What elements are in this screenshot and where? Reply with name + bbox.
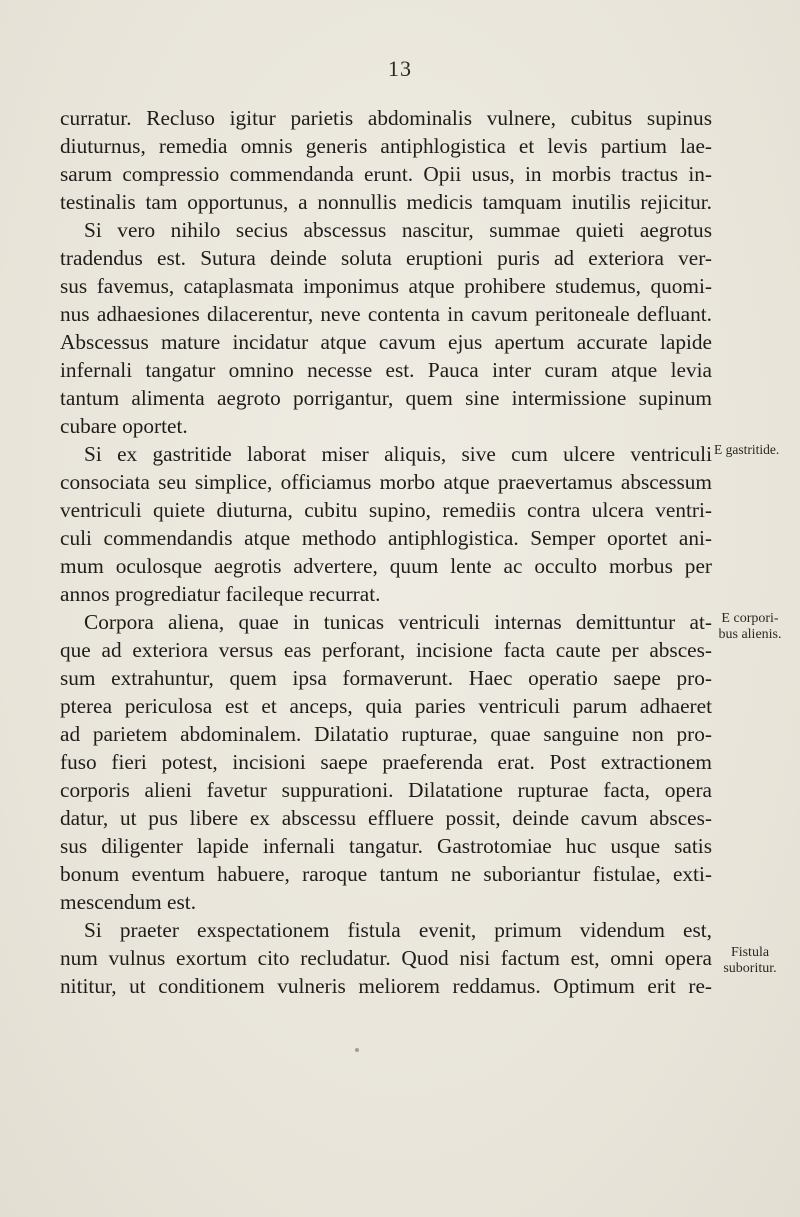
margin-note-line: E corpori- <box>721 611 779 626</box>
text-line: diuturnus, remedia omnis generis antiphlogistica et levis partium lae- <box>60 134 712 158</box>
text-line: infernali tangatur omnino necesse est. Pauca inter curam atque levia <box>60 358 712 382</box>
text-line: annos progrediatur facileque recurrat. <box>60 582 381 606</box>
text-line: bonum eventum habuere, raroque tantum ne suboriantur fistulae, exti- <box>60 862 712 886</box>
margin-note-gastritide <box>714 442 798 458</box>
text-line: sum extrahuntur, quem ipsa formaverunt. Haec operatio saepe pro- <box>60 666 712 690</box>
margin-note-corporibus <box>708 611 792 643</box>
text-line: tantum alimenta aegroto porrigantur, quem sine intermissione supinum <box>60 386 712 410</box>
text-line: ventriculi quiete diuturna, cubitu supino, remediis contra ulcera ventri- <box>60 498 712 522</box>
text-line: Si praeter exspectationem fistula evenit, primum videndum est, <box>84 918 712 942</box>
text-line: Abscessus mature incidatur atque cavum ejus apertum accurate lapide <box>60 330 712 354</box>
paper-speck <box>355 1048 359 1052</box>
text-line: corporis alieni favetur suppurationi. Dilatatione rupturae facta, opera <box>60 778 712 802</box>
text-line: consociata seu simplice, officiamus morbo atque praevertamus abscessum <box>60 470 712 494</box>
text-line: fuso fieri potest, incisioni saepe praeferenda erat. Post extractionem <box>60 750 712 774</box>
margin-note-line: suboritur. <box>723 961 777 976</box>
margin-note-line: bus alienis. <box>718 627 782 642</box>
body-text <box>60 104 712 1000</box>
text-line: pterea periculosa est et anceps, quia paries ventriculi parum adhaeret <box>60 694 712 718</box>
text-line: nititur, ut conditionem vulneris meliorem reddamus. Optimum erit re- <box>60 974 712 998</box>
page-number: 13 <box>388 56 412 81</box>
text-line: testinalis tam opportunus, a nonnullis medicis tamquam inutilis rejicitur. <box>60 190 712 214</box>
text-line: sus favemus, cataplasmata imponimus atque prohibere studemus, quomi- <box>60 274 712 298</box>
text-line: Corpora aliena, quae in tunicas ventriculi internas demittuntur at- <box>84 610 712 634</box>
text-line: nus adhaesiones dilacerentur, neve contenta in cavum peritoneale defluant. <box>60 302 712 326</box>
margin-note-line: Fistula <box>730 945 770 960</box>
text-line: curratur. Recluso igitur parietis abdominalis vulnere, cubitus supinus <box>60 106 712 130</box>
text-line: num vulnus exortum cito recludatur. Quod nisi factum est, omni opera <box>60 946 712 970</box>
text-line: ad parietem abdominalem. Dilatatio rupturae, quae sanguine non pro- <box>60 722 712 746</box>
margin-note-line: E gastritide. <box>714 442 780 457</box>
text-line: sus diligenter lapide infernali tangatur. Gastrotomiae huc usque satis <box>60 834 712 858</box>
text-line: sarum compressio commendanda erunt. Opii usus, in morbis tractus in- <box>60 162 712 186</box>
margin-note-fistula <box>708 945 792 977</box>
text-line: cubare oportet. <box>60 414 188 438</box>
text-line: que ad exteriora versus eas perforant, incisione facta caute per absces- <box>60 638 712 662</box>
text-line: tradendus est. Sutura deinde soluta eruptioni puris ad exteriora ver- <box>60 246 712 270</box>
text-line: Si vero nihilo secius abscessus nascitur, summae quieti aegrotus <box>84 218 712 242</box>
text-line: culi commendandis atque methodo antiphlogistica. Semper oportet ani- <box>60 526 712 550</box>
text-line: Si ex gastritide laborat miser aliquis, sive cum ulcere ventriculi <box>84 442 712 466</box>
text-line: mum oculosque aegrotis advertere, quum lente ac occulto morbus per <box>60 554 712 578</box>
text-line: datur, ut pus libere ex abscessu effluere possit, deinde cavum absces- <box>60 806 712 830</box>
text-line: mescendum est. <box>60 890 197 914</box>
